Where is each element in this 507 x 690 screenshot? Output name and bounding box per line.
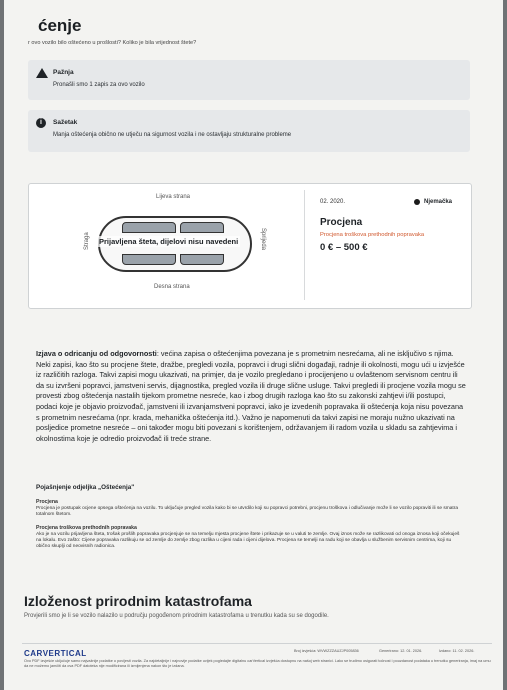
disclaimer-paragraph [36, 349, 466, 444]
disclaimer-text: : većina zapisa o oštećenjima povezana je s prometnim nesrećama, ali ne isključivo s njima. Neki zapisi, kao što su procjene štete, dražbe, pregledi vozila, popravci i drugi slični događaji, radnje ili okolnosti, mogu ući u izvješće iz različitih razloga. Takvi zapisi mogu ukazivati, na primjer, da je vozilo pregledano i procijenjeno u ovlaštenom servisnom centru ili da su izvršeni popravci, jamstveni servis, dijagnostika, pregled vozila ili druge slične usluge. Takvi pregledi ili procjene vozila mogu se provesti zbog oštećenja nastalih tijekom prometne nesreće, kao i zbog drugih razloga kao što su zakonski zahtjevi i/ili postupci, podaci koje je objavio proizvođač, jamstveni ili izvanjamstveni popravci, iako je izvedenih popravaka ili oštećenja koja nisu povezana s prometnim nesrećama (npr. krada, mehanička oštećenja itd.). Važno je napomenuti da takvi zapisi ne moraju nužno ukazivati na posljedice prometne nesreće – oni također mogu biti povezani s korištenjem, održavanjem ili radom vozila u skladu sa zahtjevima i okolnostima koje je odredio proizvođač ili treće strane. [36, 349, 466, 443]
warning-box [28, 60, 470, 100]
car-window-top [122, 222, 176, 233]
explanation-heading-costs: Procjena troškova prethodnih popravaka [36, 525, 137, 531]
warning-text: Pronašli smo 1 zapis za ovo vozilo [53, 82, 145, 88]
rear-label: Straga [84, 232, 90, 250]
footer-report-number: Broj izvješća: WVWZZZAUZJP005836 [294, 649, 359, 653]
right-side-label: Desna strana [154, 284, 190, 290]
front-label: Sprijeda [260, 228, 266, 251]
warning-icon [36, 68, 48, 78]
estimate-range: 0 € – 500 € [320, 242, 368, 253]
card-divider [304, 190, 305, 300]
footer-generated: Generirano: 12. 01. 2026. [379, 649, 423, 653]
footer-note: Ovo PDF izvješće uključuje samo najvažnije podatke o povijesti vozila. Za najdetaljnije i najnovije podatke uvijek pogledajte digitalnu carVertical izvješća dostupnu na našoj web stranici. Lako se trudimo osigurati točnost i pouzdanost podataka u trenutku generiranja, imaj na umu da ne možemo jamčiti da ova PDF datoteka nije modificirana ili izmijenjena nakon što je izdana. [24, 659, 491, 668]
explanation-heading-estimate: Procjena [36, 499, 58, 505]
explanation-text-estimate: Procjena je postupak ocjene opsega oštećenja na vozilu. To uključuje pregled vozila kako bi se utvrdilo koji su popravci potrebni, procjenu troškova i odlučivanje može li se vozilo popraviti ili se smatra totalnom štetom. [36, 506, 458, 518]
record-date: 02. 2020. [320, 199, 346, 205]
estimate-subtitle: Procjena troškova prethodnih popravaka [320, 232, 425, 238]
report-page [4, 0, 503, 690]
car-window-top-front [180, 222, 224, 233]
summary-box [28, 110, 470, 152]
car-window-bottom [122, 254, 176, 265]
natural-disasters-title: Izloženost prirodnim katastrofama [24, 593, 252, 609]
footer-divider [22, 643, 492, 644]
footer-issued: Izdano: 11. 02. 2026. [439, 649, 475, 653]
warning-title: Pažnja [53, 69, 74, 76]
disclaimer-lead: Izjava o odricanju od odgovornosti [36, 349, 157, 358]
summary-title: Sažetak [53, 119, 78, 126]
info-icon: i [36, 118, 46, 128]
natural-disasters-text: Provjerili smo je li se vozilo nalazilo u području pogođenom prirodnim katastrofama u trenutku kada su se dogodile. [24, 613, 329, 619]
explanation-text-costs: Ako je na vozilu prijavljena šteta, trošak prošlih popravaka procjenjuje se na temelju mjesta procjene štete i prikazuje se u valuti te zemlje. Ovaj iznos može se razlikovati od onoga iznosa koji očekuješ na lokalu. Evo zašto: Cijene popravaka razlikuju se od zemlje do zemlje zbog razlika u cijeni rada i cijeni dijelova. Procjena se temelji na radu koji se obavlja u službenim servisnim centrima, koji su obično skuplji od neovisnih radionica. [36, 532, 460, 550]
summary-text: Manja oštećenja obično ne utječu na sigurnost vozila i ne ostavljaju strukturalne probleme [53, 132, 292, 138]
damage-label: Prijavljena šteta, dijelovi nisu navedeni [99, 237, 239, 246]
germany-flag-icon [414, 199, 420, 205]
page-title: ćenje [38, 16, 82, 35]
explanation-title: Pojašnjenje odjeljka „Oštećenja" [36, 484, 135, 491]
left-side-label: Lijeva strana [156, 194, 191, 200]
page-subtitle: r ovo vozilo bilo oštećeno u prošlosti? Koliko je bila vrijednost štete? [28, 40, 197, 46]
estimate-title: Procjena [320, 217, 363, 228]
carvertical-logo: CARVERTICAL [24, 649, 87, 658]
record-country: Njemačka [424, 199, 453, 205]
car-window-bottom-front [180, 254, 224, 265]
